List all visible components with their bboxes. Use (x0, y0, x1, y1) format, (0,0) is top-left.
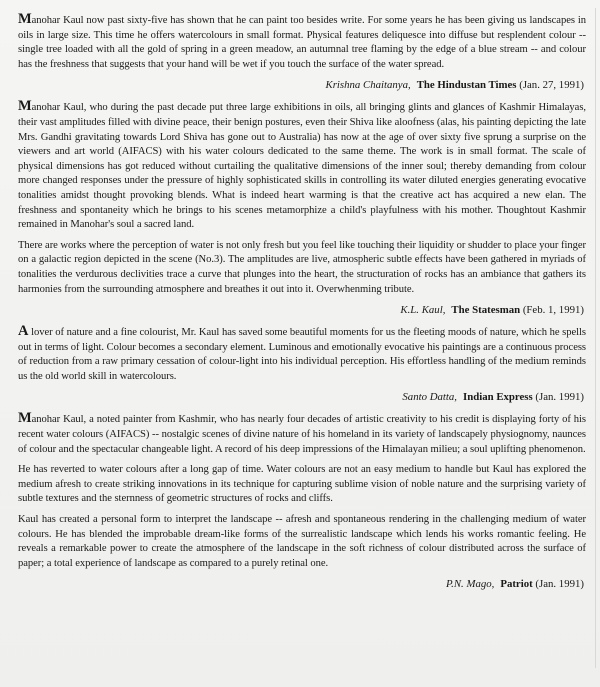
review-paragraph (18, 239, 586, 297)
critic-name: Krishna Chaitanya, (325, 79, 411, 92)
publication-name: Indian Express (463, 391, 533, 404)
initial-letter: M (18, 98, 32, 115)
paragraph-text: Kaul has created a personal form to interpret the landscape -- afresh and spontaneous rendering in the challenging medium of water colours. He has blended the improbable dream-like forms of the surrealistic landscape which lends his works romantic feeling. He reveals a remarkable power to create the atmosphere of the landscape in the soft richness of colour distributed across the surface of paper; a total experience of landscape as compared to a purely retinal one. (18, 514, 586, 569)
critic-name: Santo Datta, (402, 391, 457, 404)
review-hindustan-times (18, 11, 586, 92)
paragraph-text: He has reverted to water colours after a long gap of time. Water colours are not an easy medium to handle but Kaul has explored the medium afresh to create striking innovations in its technique for capturing sublime vision of noble nature and the surprising variety of subtle textures and the sternness of geometric structures of rocks and cliffs. (18, 464, 586, 505)
review-paragraph (18, 513, 586, 571)
initial-letter: M (18, 11, 32, 27)
publication-name: Patriot (500, 578, 533, 591)
review-credit (18, 78, 584, 92)
review-paragraph (18, 463, 586, 507)
review-paragraph (18, 98, 586, 232)
publication-date: (Jan. 27, 1991) (519, 79, 584, 92)
critic-name: P.N. Mago, (445, 578, 495, 591)
paragraph-text: anohar Kaul, who during the past decade put three large exhibitions in oils, all bringing glints and glances of Kashmir Himalayas, their vast amplitudes filled with divine peace, their benign postures, even their Shiva like aloofness (alas, his painting depicting the late Mrs. Gandhi gravitating towards Lord Shiva has gone out to Australia) has now at the age of over sixty five sprung a surprise on the viewers and art world (AIFACS) with his water colours dedicated to the same theme. The work is in small format. The scale of physical dimensions has got reduced without curtailing the qualitative dimensions of the inner soul; thereby demanding from colour more changed responses under the pressure of highly sophisticated skills in controlling its water diluted energies generating evocative tonalities amidst thought provoking blends. What is indeed heart warming is that the creative act has acquired a new elan. The freshness and spontaneity which he brings to his scenes metamorphize a child's playfulness with his mother. Thoughtout Kashmir remained in Manohar's soul a sacred land. (18, 102, 586, 231)
page-edge-shadow (595, 8, 596, 668)
review-paragraph (18, 323, 586, 384)
publication-name: The Hindustan Times (416, 79, 517, 92)
review-credit (18, 303, 584, 317)
review-indian-express (18, 323, 586, 404)
initial-letter: A (18, 323, 29, 340)
review-the-statesman (18, 98, 586, 317)
publication-date: (Jan. 1991) (535, 578, 584, 591)
publication-date: (Feb. 1, 1991) (522, 304, 584, 317)
paragraph-text: anohar Kaul now past sixty-five has shown that he can paint too besides write. For some years he has been giving us landscapes in oils in large size. This time he offers watercolours in small format. Physical features deliquesce into diffuse but resplendent colour -- single tree loaded with all the gold of spring in a green meadow, an autumnal tree flaming by the edge of a blue stream -- and colour has the freshness that suggests that your hand will be wet if you touch the surface of the water spread. (18, 15, 586, 70)
review-credit (18, 577, 584, 591)
review-paragraph (18, 410, 586, 457)
initial-letter: M (18, 410, 32, 427)
paragraph-text: anohar Kaul, a noted painter from Kashmir, who has nearly four decades of artistic creativity to his credit is displaying forty of his recent water colours (AIFACS) -- nostalgic scenes of divine nature of his homeland in its variety of landscapely physiognomy, naunces of colour and the spectacular changeable light. A record of his deep impressions of the Himalayan milieu; a soul uplifting phenomenon. (18, 414, 586, 455)
review-patriot (18, 410, 586, 591)
paragraph-text: lover of nature and a fine colourist, Mr. Kaul has saved some beautiful moments for us the fleeting moods of nature, which he spells out in terms of light. Colour becomes a secondary element. Luminous and emotionally evocative his paintings are a continuous process of reduction from a raw primary cessation of colour-light into his individual perception. His effortless handling of the medium reminds us the old world skill in watercolours. (18, 327, 586, 382)
review-credit (18, 390, 584, 404)
publication-date: (Jan. 1991) (535, 391, 584, 404)
review-paragraph (18, 11, 586, 72)
critic-name: K.L. Kaul, (400, 304, 446, 317)
paragraph-text: There are works where the perception of water is not only fresh but you feel like touching their liquidity or shudder to place your finger on a galactic region depicted in the scene (No.3). The amplitudes are live, atmospheric subtle effects have been gathered in myriads of tonalities the verdurous declivities trace a curve that plunges into the heart, the structuration of rocks has an ambiance that gathers its harmonies from the surrounding atmosphere and breathes it out into it. Overwhenming tribute. (18, 239, 586, 295)
publication-name: The Statesman (451, 304, 521, 317)
